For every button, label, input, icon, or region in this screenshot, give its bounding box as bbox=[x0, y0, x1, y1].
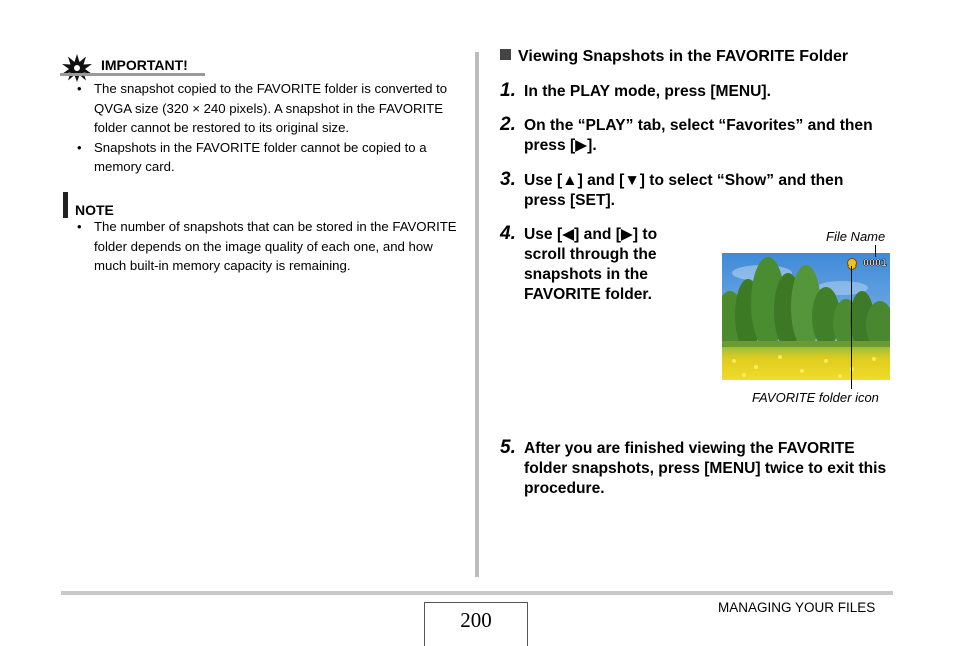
bullet-dot: • bbox=[77, 139, 82, 155]
square-bullet-icon bbox=[500, 49, 511, 60]
list-item bbox=[61, 217, 457, 276]
favorite-folder-icon bbox=[848, 259, 857, 270]
bullet-dot: • bbox=[77, 81, 82, 96]
column-divider bbox=[475, 52, 479, 577]
step-text: In the PLAY mode, press [MENU]. bbox=[524, 83, 771, 100]
favorite-snapshot-image bbox=[722, 253, 890, 380]
section-title-text: Viewing Snapshots in the FAVORITE Folder bbox=[518, 48, 849, 65]
bullet-text: The snapshot copied to the FAVORITE folder is converted to QVGA size (320 × 240 pixels). A snapshot in the FAVORITE folder cannot be restored to its original size. bbox=[94, 81, 448, 136]
bullet-text: The number of snapshots that can be stored in the FAVORITE folder depends on the image quality of each one, and how much built-in memory capacity is remaining. bbox=[94, 219, 457, 274]
bullet-dot: • bbox=[77, 219, 82, 234]
file-name-callout-line bbox=[875, 245, 876, 257]
note-list bbox=[61, 217, 457, 276]
favorite-icon-caption: FAVORITE folder icon bbox=[752, 390, 879, 405]
bullet-text: Snapshots in the FAVORITE folder cannot be copied to a memory card. bbox=[94, 139, 427, 175]
list-item bbox=[61, 138, 457, 177]
step-text: Use [▲] and [▼] to select “Show” and then press [SET]. bbox=[524, 172, 844, 209]
list-item bbox=[61, 79, 457, 138]
step-number: 5. bbox=[500, 437, 516, 458]
file-number-text: 0001 bbox=[863, 258, 888, 269]
note-marker-bar bbox=[63, 192, 68, 218]
step-number: 4. bbox=[500, 223, 516, 244]
note-heading: NOTE bbox=[75, 202, 114, 218]
step-number: 2. bbox=[500, 114, 516, 135]
page-number: 200 bbox=[460, 608, 492, 632]
important-heading: IMPORTANT! bbox=[101, 57, 188, 73]
step-text: On the “PLAY” tab, select “Favorites” and then press [▶]. bbox=[524, 117, 873, 154]
important-burst-icon bbox=[62, 54, 92, 82]
important-underline bbox=[60, 73, 205, 76]
step-number: 3. bbox=[500, 169, 516, 190]
footer-rule bbox=[61, 591, 893, 595]
footer-section-label: MANAGING YOUR FILES bbox=[718, 600, 876, 615]
section-title bbox=[500, 48, 848, 66]
step-number: 1. bbox=[500, 80, 516, 101]
step-text: After you are finished viewing the FAVORITE folder snapshots, press [MENU] twice to exit this procedure. bbox=[524, 440, 887, 497]
file-name-caption: File Name bbox=[826, 229, 886, 244]
step-text: Use [◀] and [▶] to scroll through the snapshots in the FAVORITE folder. bbox=[524, 226, 658, 303]
favorite-icon-callout-line bbox=[851, 266, 852, 389]
important-list bbox=[61, 79, 457, 177]
